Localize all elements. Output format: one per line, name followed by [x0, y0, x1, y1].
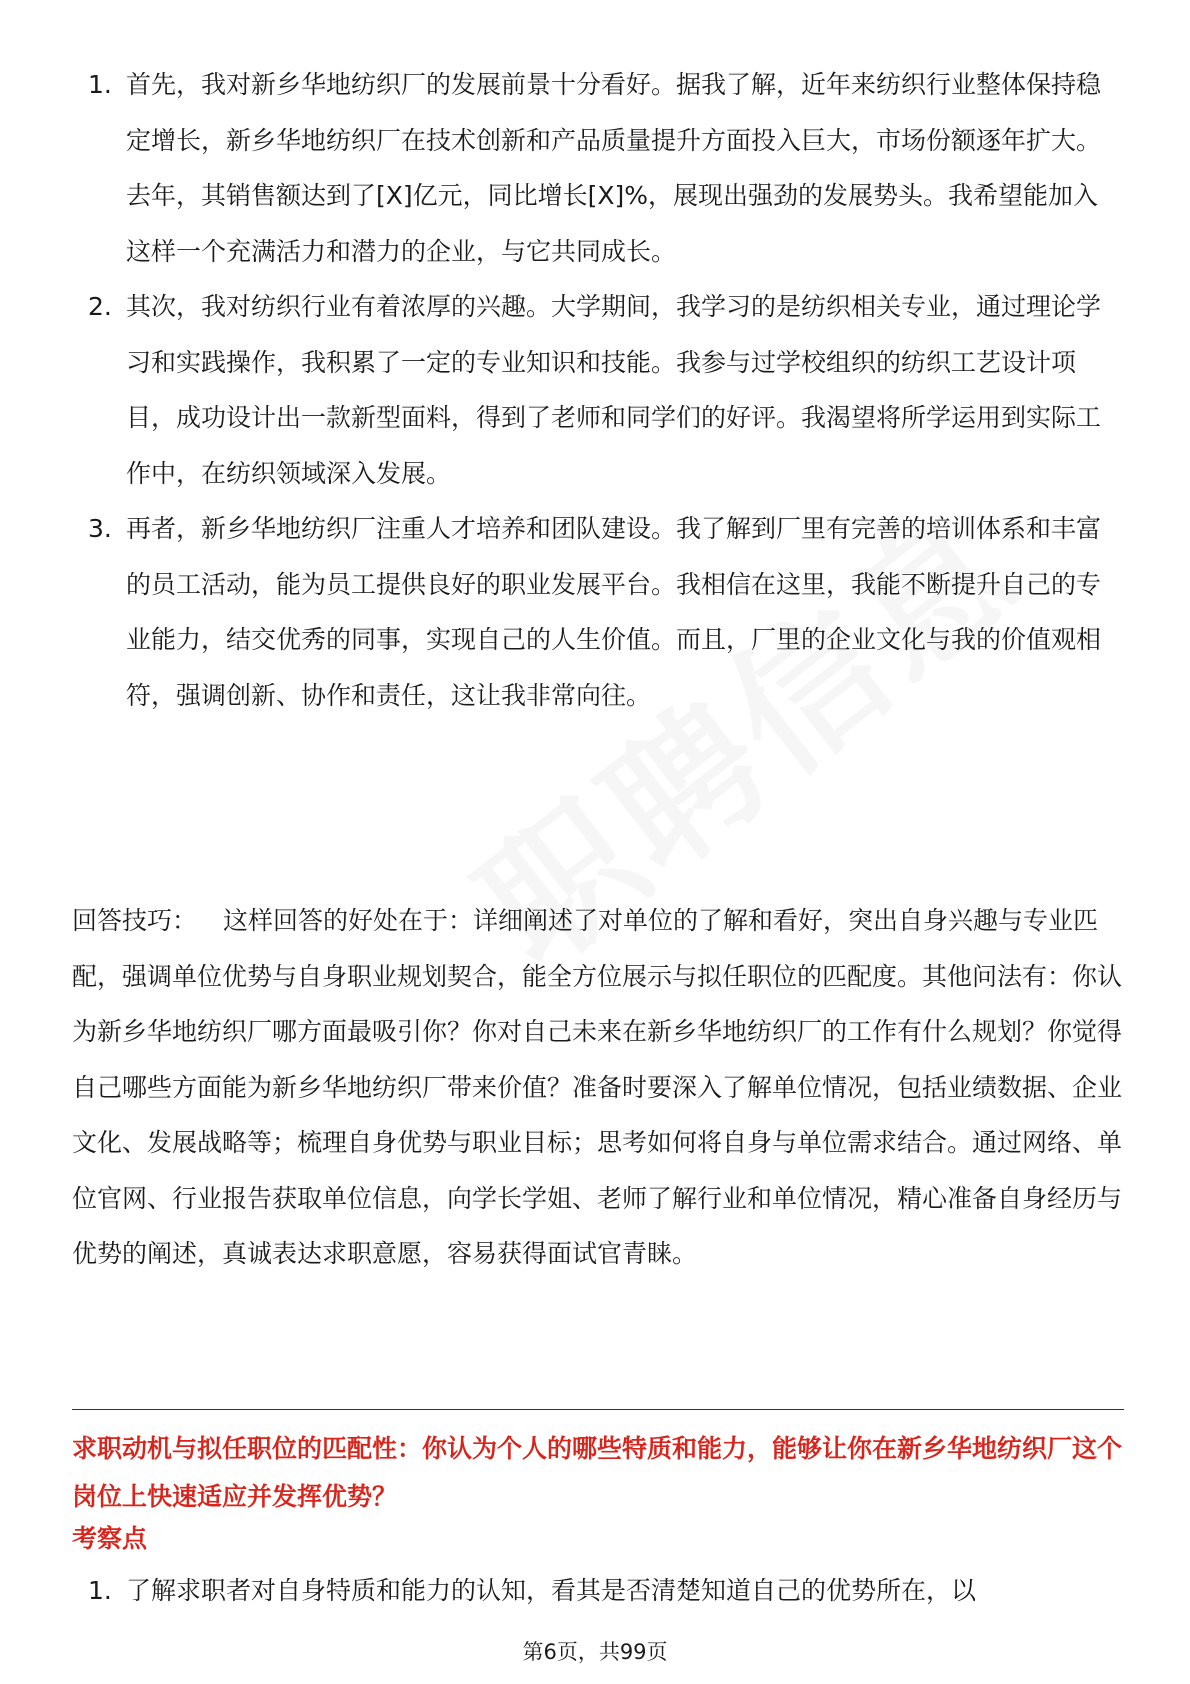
page-number-footer: 第6页，共99页	[522, 1640, 668, 1664]
question-heading: 求职动机与拟任职位的匹配性：你认为个人的哪些特质和能力，能够让你在新乡华地纺织厂这个岗位上快速适应并发挥优势？	[72, 1434, 1123, 1511]
list-item-number: 1.	[88, 70, 112, 99]
answer-tip-paragraph	[72, 893, 1124, 1282]
answer-tip-label: 回答技巧：	[72, 906, 198, 935]
answer-tip-text: 这样回答的好处在于：详细阐述了对单位的了解和看好，突出自身兴趣与专业匹配，强调单位优势与自身职业规划契合，能全方位展示与拟任职位的匹配度。其他问法有：你认为新乡华地纺织厂哪方面最吸引你？你对自己未来在新乡华地纺织厂的工作有什么规划？你觉得自己哪些方面能为新乡华地纺织厂带来价值？准备时要深入了解单位情况，包括业绩数据、企业文化、发展战略等；梳理自身优势与职业目标；思考如何将自身与单位需求结合。通过网络、单位官网、行业报告获取单位信息，向学长学姐、老师了解行业和单位情况，精心准备自身经历与优势的阐述，真诚表达求职意愿，容易获得面试官青睐。	[72, 906, 1123, 1268]
list-item-number: 3.	[88, 514, 112, 543]
list-item-text: 其次，我对纺织行业有着浓厚的兴趣。大学期间，我学习的是纺织相关专业，通过理论学习和实践操作，我积累了一定的专业知识和技能。我参与过学校组织的纺织工艺设计项目，成功设计出一款新型面料，得到了老师和同学们的好评。我渴望将所学运用到实际工作中，在纺织领域深入发展。	[126, 292, 1102, 488]
answer-list	[80, 57, 1120, 723]
section-divider	[72, 1409, 1124, 1410]
list-item	[80, 57, 1120, 279]
list-item-text: 首先，我对新乡华地纺织厂的发展前景十分看好。据我了解，近年来纺织行业整体保持稳定增长，新乡华地纺织厂在技术创新和产品质量提升方面投入巨大，市场份额逐年扩大。去年，其销售额达到了[X]亿元，同比增长[X]%，展现出强劲的发展势头。我希望能加入这样一个充满活力和潜力的企业，与它共同成长。	[126, 70, 1102, 266]
list-item-number: 1.	[88, 1576, 112, 1605]
list-item-number: 2.	[88, 292, 112, 321]
list-item	[80, 1563, 1120, 1619]
list-item-text: 再者，新乡华地纺织厂注重人才培养和团队建设。我了解到厂里有完善的培训体系和丰富的员工活动，能为员工提供良好的职业发展平台。我相信在这里，我能不断提升自己的专业能力，结交优秀的同事，实现自己的人生价值。而且，厂里的企业文化与我的价值观相符，强调创新、协作和责任，这让我非常向往。	[126, 514, 1102, 710]
list-item-text: 了解求职者对自身特质和能力的认知，看其是否清楚知道自己的优势所在，以	[126, 1576, 977, 1605]
list-item	[80, 279, 1120, 501]
inspection-points-list	[80, 1563, 1120, 1619]
list-item	[80, 501, 1120, 723]
section-title: 考察点	[72, 1524, 148, 1553]
